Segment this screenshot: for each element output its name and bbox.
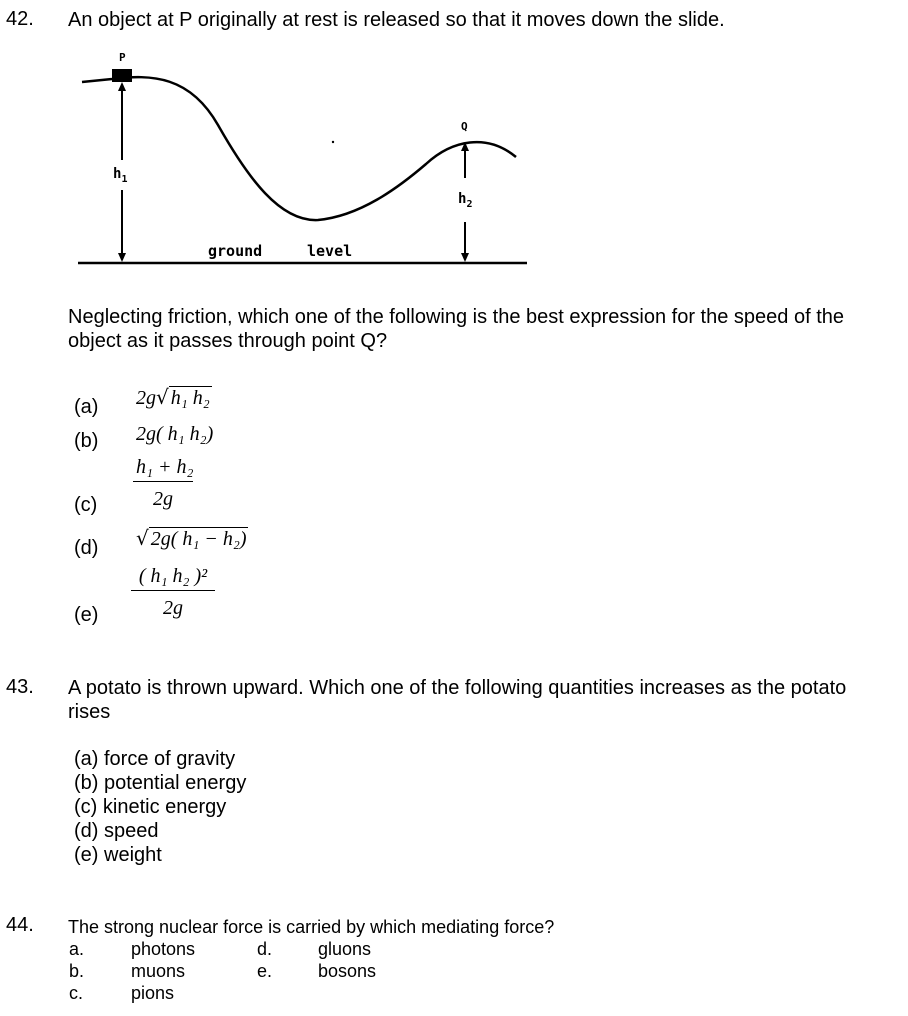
h2-arrowhead-down bbox=[461, 253, 469, 262]
h1-arrowhead-down bbox=[118, 253, 126, 262]
label-ground: ground bbox=[208, 242, 263, 260]
option-d-radical: √ bbox=[136, 526, 149, 550]
option-c-numerator: h₁ + h₂ bbox=[133, 456, 193, 482]
option-c-fraction bbox=[133, 456, 193, 511]
q44-option-c-letter: c. bbox=[69, 983, 84, 1003]
option-a-radicand: h₁ h₂ bbox=[170, 387, 210, 409]
object-block bbox=[112, 69, 132, 82]
h1-arrowhead-up bbox=[118, 82, 126, 91]
question-44-text: The strong nuclear force is carried by which mediating force? bbox=[68, 917, 555, 937]
q44-option-e-letter: e. bbox=[257, 961, 273, 981]
option-d-letter: (d) bbox=[74, 537, 99, 559]
option-e-fraction bbox=[131, 565, 215, 620]
question-43-text-line1: A potato is thrown upward. Which one of the following quantities increases as the potato bbox=[68, 677, 847, 699]
slide-curve bbox=[82, 77, 516, 220]
q44-option-d-text: gluons bbox=[318, 939, 372, 959]
label-h1-letter: h bbox=[113, 166, 122, 182]
option-a-radical: √ bbox=[156, 385, 169, 409]
option-e-denominator: 2g bbox=[163, 597, 183, 619]
q43-option-b: (b) potential energy bbox=[74, 772, 247, 794]
option-c-denominator: 2g bbox=[153, 488, 173, 510]
q43-option-c: (c) kinetic energy bbox=[74, 796, 227, 818]
label-h1 bbox=[113, 166, 127, 185]
q44-option-c-text: pions bbox=[131, 983, 175, 1003]
question-42-prompt: Neglecting friction, which one of the following is the best expression for the speed of the object as it passes through point Q? bbox=[68, 306, 845, 352]
label-h2-letter: h bbox=[458, 191, 467, 207]
label-p: P bbox=[119, 51, 126, 64]
option-b-expr: 2g( h₁ h₂) bbox=[136, 423, 214, 445]
option-b-letter: (b) bbox=[74, 430, 99, 452]
q44-option-a-letter: a. bbox=[69, 939, 85, 959]
option-d-expr bbox=[136, 526, 248, 551]
q44-option-e-text: bosons bbox=[318, 961, 377, 981]
q43-option-d: (d) speed bbox=[74, 820, 159, 842]
question-43-text-line2: rises bbox=[68, 701, 111, 723]
question-43-options bbox=[74, 747, 246, 867]
speck bbox=[332, 141, 334, 143]
label-h1-sub: 1 bbox=[121, 173, 128, 185]
question-42-number: 42. bbox=[6, 8, 34, 30]
option-a-pre: 2g bbox=[136, 387, 156, 409]
option-c-letter: (c) bbox=[74, 494, 98, 516]
q44-option-b-letter: b. bbox=[69, 961, 85, 981]
question-44-number: 44. bbox=[6, 914, 34, 936]
q44-option-a-text: photons bbox=[131, 939, 196, 959]
option-a-expr bbox=[136, 385, 212, 410]
option-e-numerator: ( h₁ h₂ )² bbox=[131, 565, 215, 591]
label-q: Q bbox=[461, 120, 468, 133]
question-43-number: 43. bbox=[6, 676, 34, 698]
question-42-text: An object at P originally at rest is released so that it moves down the slide. bbox=[68, 9, 725, 31]
label-level: level bbox=[307, 242, 353, 260]
option-a-letter: (a) bbox=[74, 396, 99, 418]
option-e-letter: (e) bbox=[74, 604, 99, 626]
option-d-radicand: 2g( h₁ − h₂) bbox=[150, 528, 247, 550]
slide-diagram bbox=[0, 0, 908, 290]
label-h2 bbox=[458, 191, 472, 210]
q44-option-b-text: muons bbox=[131, 961, 186, 981]
label-h2-sub: 2 bbox=[466, 198, 473, 210]
q43-option-e: (e) weight bbox=[74, 844, 162, 866]
q43-option-a: (a) force of gravity bbox=[74, 748, 236, 770]
q44-option-d-letter: d. bbox=[257, 939, 273, 959]
